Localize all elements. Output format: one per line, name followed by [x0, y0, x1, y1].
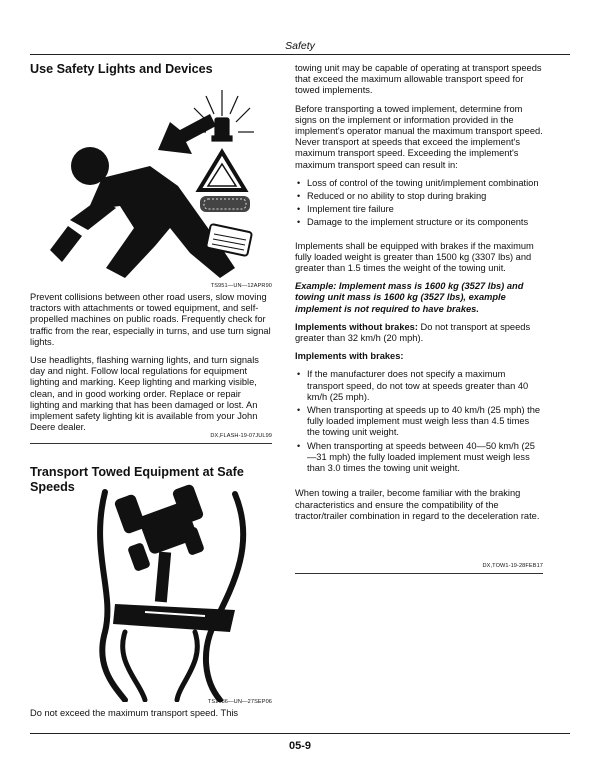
example-paragraph: Example: Implement mass is 1600 kg (3527 lbs) and towing unit mass is 1600 kg (3527 lbs), example implement is not required to have brakes. — [295, 281, 524, 314]
towed-implement-icon — [113, 604, 235, 632]
section-divider — [30, 443, 272, 444]
tractor-icon — [114, 483, 205, 602]
header-rule — [30, 54, 570, 55]
smv-emblem-icon — [199, 152, 245, 190]
towed-equipment-figure — [85, 482, 270, 702]
list-item: • Implement tire failure — [295, 204, 543, 215]
page-number: 05-9 — [288, 740, 312, 752]
section-heading-transport: Transport Towed Equipment at Safe Speeds — [30, 465, 244, 494]
right-paragraph-1: towing unit may be capable of operating at transport speeds that exceed the maximum allowable transport speed for towed implements. — [295, 63, 542, 96]
list-item: • When transporting at speeds up to 40 km/h (25 mph) the fully loaded implement must weigh less than 4.5 times the towing unit weight. — [295, 405, 543, 439]
section-ref-transport: DX,TOW1-19-28FEB17 — [482, 563, 543, 569]
safety-lights-figure — [30, 78, 275, 288]
transport-text — [30, 708, 272, 726]
person-silhouette-icon — [50, 147, 235, 278]
lights-text — [30, 292, 272, 440]
brakes-requirement-paragraph: Implements shall be equipped with brakes if the maximum fully loaded weight is greater than 1500 kg (3307 lbs) and greater than 1.5 times the weight of the towing unit. — [295, 240, 534, 274]
list-item: • Reduced or no ability to stop during braking — [295, 191, 543, 202]
right-paragraph-2: Before transporting a towed implement, determine from signs on the implement or information provided in the implement's operator manual the maximum transport speed. Never transport at speeds that exceed the implement's maximum transport speed. Exceeding the implement's maximum transport speed can result in: — [295, 103, 543, 170]
reflective-tape-icon — [200, 196, 250, 212]
figure-ref-lights: TS951—UN—12APR90 — [210, 283, 272, 289]
footer-rule — [30, 733, 570, 734]
section-ref-lights: DX,FLASH-19-07JUL99 — [210, 433, 272, 439]
list-item: • When transporting at speeds between 40—50 km/h (25—31 mph) the fully loaded implement must weigh less than 3.0 times the towing unit weight. — [295, 441, 543, 475]
trailer-paragraph: When towing a trailer, become familiar with the braking characteristics and ensure the compatibility of the tractor/trailer combination in regard to the deceleration rate. — [295, 488, 540, 521]
no-brakes-text: Do not transport at speeds greater than 32 km/h (20 mph). — [295, 321, 531, 344]
page-header-title: Safety — [285, 40, 315, 52]
transport-paragraph-1: Do not exceed the maximum transport speed. This — [30, 708, 239, 718]
list-item: • Damage to the implement structure or its components — [295, 217, 543, 228]
lights-paragraph-2: Use headlights, flashing warning lights, and turn signals day and night. Follow local regulations for equipment lighting and marking. Keep lighting and marking visible, clean, and in good working order. Replace or repair lighting and marking that has been damaged or lost. An implement safety lighting kit is available from your John Deere dealer. — [30, 355, 259, 433]
with-brakes-label: Implements with brakes: — [295, 351, 404, 362]
list-item: • If the manufacturer does not specify a maximum transport speed, do not tow at speeds greater than 40 km/h (25 mph). — [295, 369, 543, 403]
figure-ref-transport: TS1686—UN—27SEP06 — [207, 699, 272, 705]
right-section-divider — [295, 573, 543, 574]
left-column — [30, 62, 272, 77]
arrow-icon — [158, 114, 216, 154]
no-brakes-label: Implements without brakes: — [295, 321, 418, 332]
section-heading-lights: Use Safety Lights and Devices — [30, 62, 213, 76]
no-brakes-paragraph — [295, 322, 543, 344]
lights-paragraph-1: Prevent collisions between other road users, slow moving tractors with attachments or towed equipment, and self-propelled machines on public roads. Frequently check for traffic from the rear, especially in turns, and use turn signal lights. — [30, 292, 271, 347]
consequences-list — [295, 178, 543, 229]
list-item: • Loss of control of the towing unit/implement combination — [295, 178, 543, 189]
right-column — [295, 63, 543, 529]
with-brakes-list — [295, 369, 543, 474]
